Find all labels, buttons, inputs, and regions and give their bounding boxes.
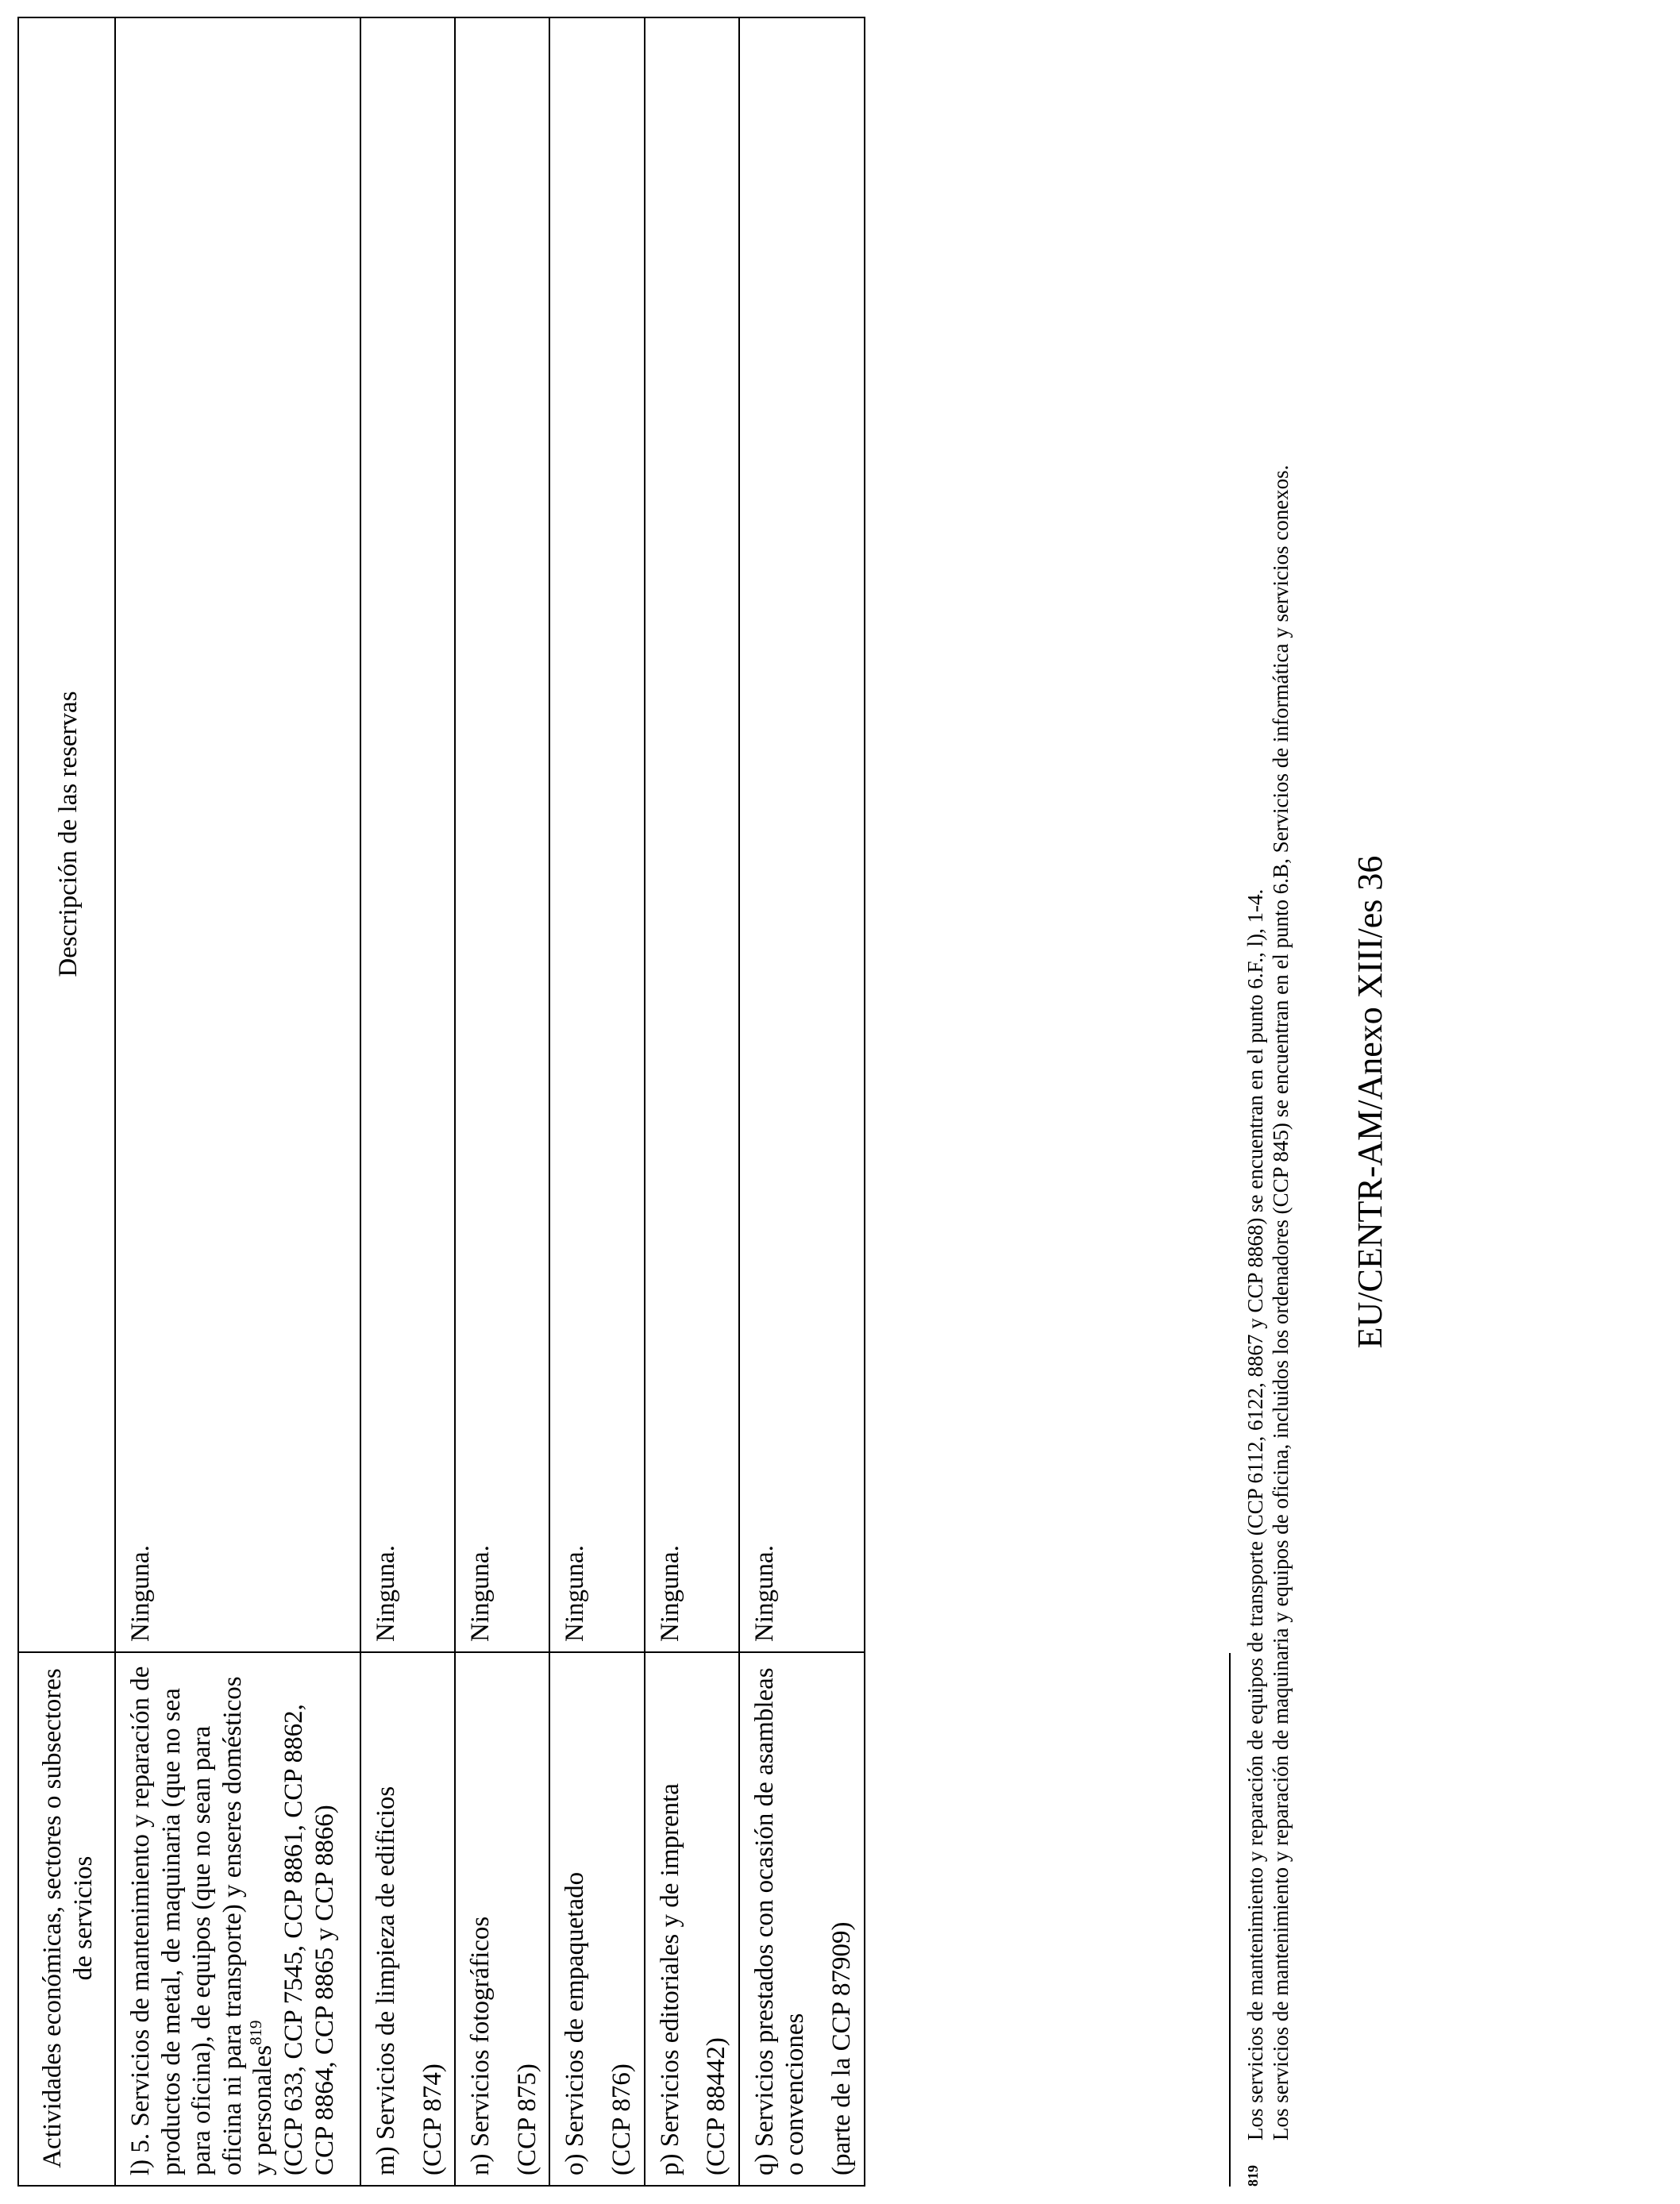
description-cell: Ninguna. bbox=[739, 17, 865, 1652]
sector-cell bbox=[739, 1652, 865, 2186]
description-cell: Ninguna. bbox=[455, 17, 549, 1652]
sector-cell bbox=[360, 1652, 455, 2186]
reservations-table bbox=[17, 17, 865, 2187]
footnote bbox=[1243, 122, 1294, 2187]
sector-name: l) 5. Servicios de mantenimiento y reparación de productos de metal, de maquinaria (que no sea para oficina), de equipos (que no sean para oficina ni para transporte) y enseres domésticos y personales$^{819}$ bbox=[126, 1666, 278, 2175]
table-row bbox=[360, 17, 455, 2186]
table-row bbox=[549, 17, 644, 2186]
header-description: Descripción de las reservas bbox=[18, 17, 115, 1652]
sector-code: (CCP 876) bbox=[607, 2063, 637, 2175]
table-row bbox=[739, 17, 865, 2186]
sector-code: (CCP 633, CCP 7545, CCP 8861, CCP 8862, CCP 8864, CCP 8865 y CCP 8866) bbox=[279, 1704, 339, 2175]
footnote-divider bbox=[1229, 1653, 1231, 2187]
description-cell: Ninguna. bbox=[549, 17, 644, 1652]
sector-name: p) Servicios editoriales y de imprenta bbox=[655, 1783, 684, 2175]
sector-cell bbox=[115, 1652, 360, 2186]
table-row bbox=[455, 17, 549, 2186]
table-row bbox=[645, 17, 739, 2186]
page-footer: EU/CENTR-AM/Anexo XIII/es 36 bbox=[1351, 855, 1389, 1349]
sector-cell bbox=[455, 1652, 549, 2186]
sector-code: (CCP 874) bbox=[418, 2063, 447, 2175]
footnote-line: Los servicios de mantenimiento y reparación de maquinaria y equipos de oficina, incluidos los ordenadores (CCP 845) se encuentran en el punto 6.B, Servicios de informática y servicios conexos. bbox=[1269, 464, 1293, 2140]
description-cell: Ninguna. bbox=[115, 17, 360, 1652]
table-row bbox=[115, 17, 360, 2186]
sector-code: (CCP 88442) bbox=[702, 2037, 731, 2175]
table-header-row bbox=[18, 17, 115, 2186]
sector-name: n) Servicios fotográficos bbox=[466, 1916, 495, 2175]
header-sector: Actividades económicas, sectores o subsectores de servicios bbox=[18, 1652, 115, 2186]
footnote-text bbox=[1243, 122, 1294, 2140]
sector-code: (CCP 875) bbox=[512, 2063, 541, 2175]
sector-cell bbox=[645, 1652, 739, 2186]
sector-name: o) Servicios de empaquetado bbox=[561, 1871, 590, 2175]
description-cell: Ninguna. bbox=[645, 17, 739, 1652]
footnote-line: Los servicios de mantenimiento y reparación de equipos de transporte (CCP 6112, 6122, 8867 y CCP 8868) se encuentran en el punto 6.F., l), 1-4. bbox=[1243, 888, 1267, 2140]
sector-code: (parte de la CCP 87909) bbox=[827, 1921, 857, 2175]
sector-cell bbox=[549, 1652, 644, 2186]
footnote-ref: 819 bbox=[246, 2020, 266, 2045]
sector-name: m) Servicios de limpieza de edificios bbox=[372, 1786, 400, 2175]
description-cell: Ninguna. bbox=[360, 17, 455, 1652]
footnote-number: 819 bbox=[1245, 2165, 1261, 2187]
sector-name: q) Servicios prestados con ocasión de asambleas o convenciones bbox=[749, 1667, 810, 2175]
